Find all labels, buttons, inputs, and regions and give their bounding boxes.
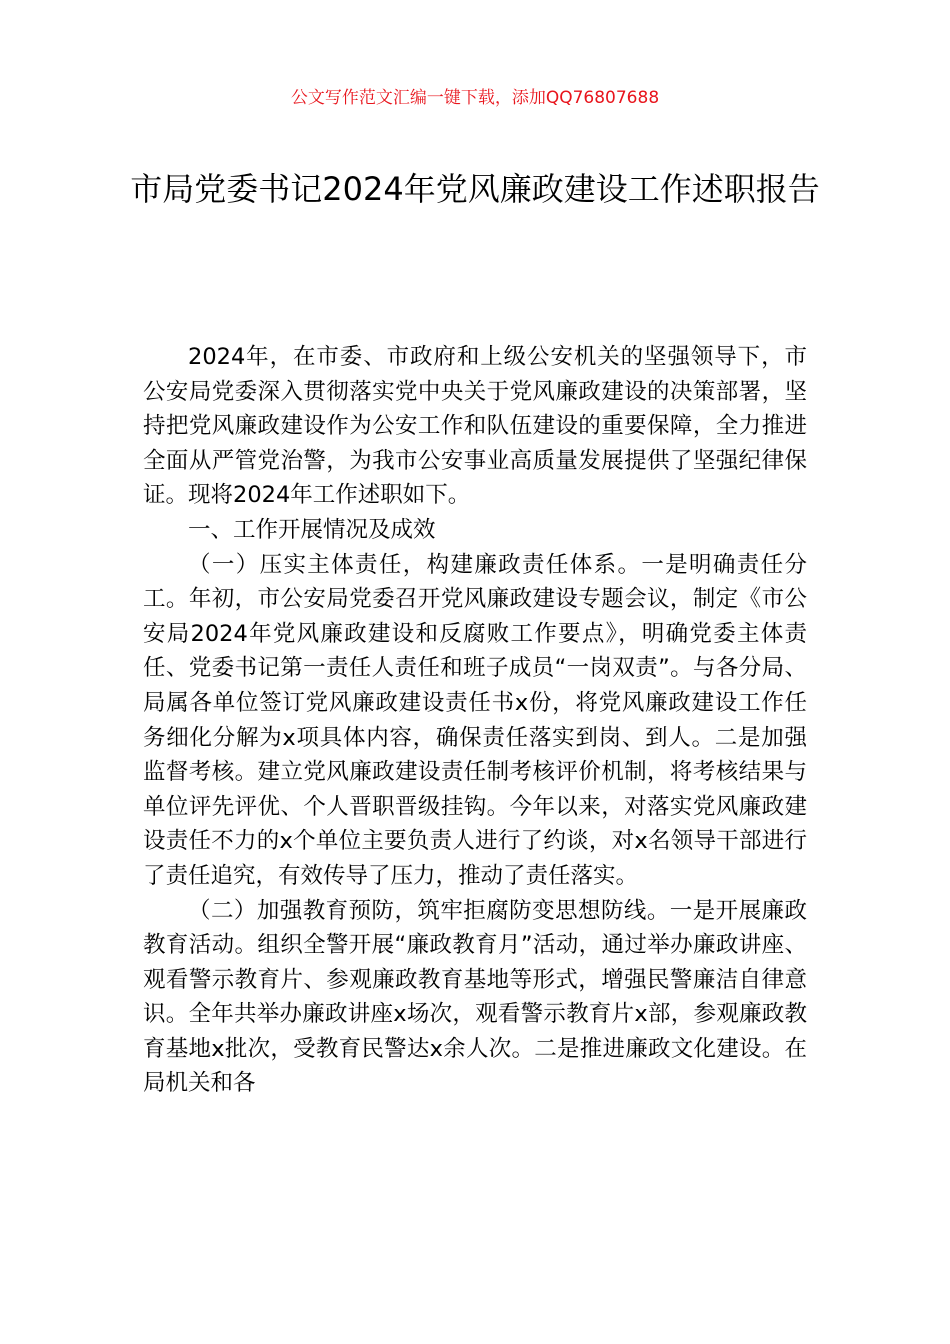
header-note: 公文写作范文汇编一键下载，添加QQ76807688 bbox=[290, 88, 660, 108]
paragraph-intro: 2024年，在市委、市政府和上级公安机关的坚强领导下，市公安局党委深入贯彻落实党中央关于党风廉政建设的决策部署，坚持把党风廉政建设作为公安工作和队伍建设的重要保障，全力推进全面从严管党治警，为我市公安事业高质量发展提供了坚强纪律保证。现将2024年工作述职如下。 bbox=[143, 344, 807, 509]
paragraph-subsection-1: （一）压实主体责任，构建廉政责任体系。一是明确责任分工。年初，市公安局党委召开党风廉政建设专题会议，制定《市公安局2024年党风廉政建设和反腐败工作要点》，明确党委主体责任、党委书记第一责任人责任和班子成员“一岗双责”。与各分局、局属各单位签订党风廉政建设责任书x份，将党风廉政建设工作任务细化分解为x项具体内容，确保责任落实到岗、到人。二是加强监督考核。建立党风廉政建设责任制考核评价机制，将考核结果与单位评先评优、个人晋职晋级挂钩。今年以来，对落实党风廉政建设责任不力的x个单位主要负责人进行了约谈，对x名领导干部进行了责任追究，有效传导了压力，推动了责任落实。 bbox=[143, 551, 807, 889]
document-body bbox=[143, 340, 807, 1101]
section-heading: 一、工作开展情况及成效 bbox=[188, 516, 436, 543]
paragraph-subsection-2: （二）加强教育预防，筑牢拒腐防变思想防线。一是开展廉政教育活动。组织全警开展“廉政教育月”活动，通过举办廉政讲座、观看警示教育片、参观廉政教育基地等形式，增强民警廉洁自律意识。全年共举办廉政讲座x场次，观看警示教育片x部，参观廉政教育基地x批次，受教育民警达x余人次。二是推进廉政文化建设。在局机关和各 bbox=[143, 897, 807, 1097]
document-title: 市局党委书记2024年党风廉政建设工作述职报告 bbox=[130, 170, 820, 208]
